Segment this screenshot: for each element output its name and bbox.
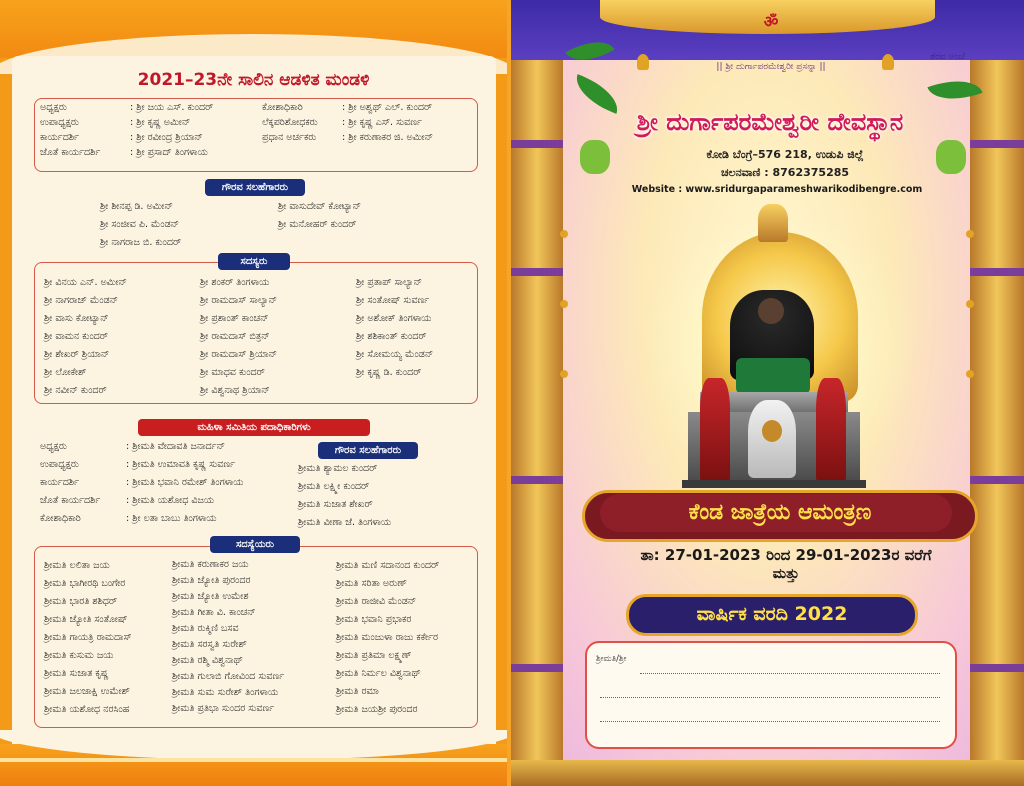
center-idol-face <box>762 420 782 442</box>
guardian-idol-right <box>816 378 846 482</box>
women-member-name: ಶ್ರೀಮತಿ ಭಾಗೀರಥಿ ಬಂಗೇರ <box>44 578 126 589</box>
women-member-name: ಶ್ರೀಮತಿ ರುಕ್ಮಿಣಿ ಬಸವ <box>172 623 239 634</box>
women-member-name: ಶ್ರೀಮತಿ ಸರಿತಾ ಅರುಣ್ <box>336 578 407 589</box>
hanging-lamp-icon <box>560 370 568 378</box>
member-name: ಶ್ರೀ ನಾಗರಾಜ್ ಮೆಂಡನ್ <box>44 295 119 306</box>
officer-row: ಲೆಕ್ಕಪರಿಶೋಧಕರು : ಶ್ರೀ ಕೃಷ್ಣ ಎಸ್. ಸುವರ್ಣ <box>262 117 422 128</box>
advisor-name: ಶ್ರೀ ಸಂಜೀವ ಪಿ. ಮೆಂಡನ್ <box>100 219 180 230</box>
women-advisor-name: ಶ್ರೀಮತಿ ಲಕ್ಷ್ಮೀ ಕುಂದರ್ <box>298 481 370 492</box>
right-pillar <box>970 60 1024 786</box>
women-member-name: ಶ್ರೀಮತಿ ಜ್ಯೋತಿ ಉಮೇಶ <box>172 591 249 602</box>
hanging-lamp-icon <box>966 370 974 378</box>
address-line <box>600 696 940 698</box>
temple-floor-border <box>511 760 1024 786</box>
prasanna-line: || ಶ್ರೀ ದುರ್ಗಾಪರಮೇಶ್ವರೀ ಪ್ರಸನ್ನಾ || <box>716 62 826 72</box>
address-line <box>600 720 940 722</box>
member-name: ಶ್ರೀ ಪ್ರಶಾಂತ್ ಕಾಂಚನ್ <box>200 313 269 324</box>
women-advisor-name: ಶ್ರೀಮತಿ ವೀಣಾ ಜೆ. ತಿಂಗಳಾಯ <box>298 517 392 528</box>
member-name: ಶ್ರೀ ಸಂತೋಷ್ ಸುವರ್ಣ <box>356 295 430 306</box>
member-name: ಶ್ರೀ ರಾಮದಾಸ್ ಬಿತ್ರನ್ <box>200 331 270 342</box>
women-members-col2 <box>172 557 284 717</box>
officer-row: ಅಧ್ಯಕ್ಷರು : ಶ್ರೀ ಜಯ ಎಸ್. ಕುಂದರ್ <box>40 102 214 113</box>
festival-dates: ತಾ: 27-01-2023 ರಿಂದ 29-01-2023ರ ವರೆಗೆ <box>640 546 932 564</box>
committee-title: 2021–23ನೇ ಸಾಲಿನ ಆಡಳಿತ ಮಂಡಳಿ <box>137 70 370 90</box>
officer-row: ಜೊತೆ ಕಾರ್ಯದರ್ಶಿ : ಶ್ರೀ ಪ್ರಸಾದ್ ತಿಂಗಳಾಯ <box>40 147 208 158</box>
member-name: ಶ್ರೀ ಶೇಖರ್ ಶ್ರಿಯಾನ್ <box>44 349 110 360</box>
advisors-col1 <box>100 198 181 252</box>
women-member-name: ಶ್ರೀಮತಿ ಲಲಿತಾ ಜಯ <box>44 560 110 571</box>
women-member-name: ಶ್ರೀಮತಿ ಜಲಜಾಕ್ಷಿ ಉಮೇಶ್ <box>44 686 130 697</box>
women-member-name: ಶ್ರೀಮತಿ ಭಾರತಿ ಶಶಿಧರ್ <box>44 596 118 607</box>
hanging-lamp-icon <box>560 230 568 238</box>
women-advisors-heading: ಗೌರವ ಸಲಹೆಗಾರರು <box>318 442 418 459</box>
women-advisor-name: ಶ್ರೀಮತಿ ಶ್ಯಾಮಲ ಕುಂದರ್ <box>298 463 378 474</box>
member-name: ಶ್ರೀ ಮಾಧವ ಕುಂದರ್ <box>200 367 265 378</box>
temple-address: ಕೋಡಿ ಬೆಂಗ್ರೆ–576 218, ಉಡುಪಿ ಜಿಲ್ಲೆ <box>706 148 864 161</box>
women-member-name: ಶ್ರೀಮತಿ ಜಯಶ್ರೀ ಪುರಂದರ <box>336 704 418 715</box>
banana-bunch-icon <box>936 140 966 174</box>
member-name: ಶ್ರೀ ವಿಶ್ವನಾಥ ಶ್ರಿಯಾನ್ <box>200 385 270 396</box>
women-member-name: ಶ್ರೀಮತಿ ಸುಮ ಸುರೇಶ್ ತಿಂಗಳಾಯ <box>172 687 279 698</box>
officers-right-list <box>262 100 433 145</box>
women-officer-row: ಅಧ್ಯಕ್ಷರು : ಶ್ರೀಮತಿ ವೇದಾವತಿ ಜನಾರ್ದನ್ <box>40 441 225 452</box>
advisor-name: ಶ್ರೀ ಶೀನಪ್ಪ ಡಿ. ಅಮೀನ್ <box>100 201 173 212</box>
women-officer-row: ಕೋಶಾಧಿಕಾರಿ : ಶ್ರೀ ಲತಾ ಬಾಬು ತಿಂಗಳಾಯ <box>40 513 217 524</box>
member-name: ಶ್ರೀ ನವೀನ್ ಕುಂದರ್ <box>44 385 107 396</box>
member-name: ಶ್ರೀ ವಿನಯ ಎನ್. ಅಮೀನ್ <box>44 277 127 288</box>
recipient-address-box <box>585 641 957 749</box>
women-member-name: ಶ್ರೀಮತಿ ರಾಜೀವಿ ಮೆಂಡನ್ <box>336 596 417 607</box>
women-members-heading: ಸದಸ್ಯೆಯರು <box>210 536 300 553</box>
women-member-name: ಶ್ರೀಮತಿ ಪ್ರತಿಮಾ ಲಕ್ಷ್ಮಣ್ <box>336 650 412 661</box>
women-member-name: ಶ್ರೀಮತಿ ನಿರ್ಮಲ ವಿಶ್ವನಾಥ್ <box>336 668 421 679</box>
advisor-name: ಶ್ರೀ ಮನೋಹರ್ ಕುಂದರ್ <box>278 219 357 230</box>
women-members-col1 <box>44 557 132 719</box>
member-name: ಶ್ರೀ ವಾಮನ ಕುಂದರ್ <box>44 331 108 342</box>
members-heading: ಸದಸ್ಯರು <box>218 253 290 270</box>
women-member-name: ಶ್ರೀಮತಿ ರಮಾ <box>336 686 379 697</box>
women-member-name: ಶ್ರೀಮತಿ ಗುಲಾಬಿ ಗೋವಿಂದ ಸುವರ್ಣ <box>172 671 285 682</box>
recipient-label: ಶ್ರೀಮತಿ/ಶ್ರೀ <box>596 654 627 664</box>
members-col1 <box>44 274 127 400</box>
advisors-heading: ಗೌರವ ಸಲಹೆಗಾರರು <box>205 179 305 196</box>
women-member-name: ಶ್ರೀಮತಿ ಗಾಯತ್ರಿ ರಾಮದಾಸ್ <box>44 632 132 643</box>
address-line <box>640 672 940 674</box>
deity-garment <box>736 358 810 394</box>
invitation-title: ಕೆಂಡ ಜಾತ್ರೆಯ ಆಮಂತ್ರಣ <box>688 500 872 525</box>
shrine-floor <box>682 480 866 488</box>
banana-bunch-icon <box>580 140 610 174</box>
left-bottom-gold-line <box>0 758 507 762</box>
members-col3 <box>356 274 433 382</box>
advisor-name: ಶ್ರೀ ವಾಸುದೇವ್ ಕೋಟ್ಯಾನ್ <box>278 201 362 212</box>
conjunction-text: ಮತ್ತು <box>772 566 800 582</box>
hanging-lamp-icon <box>560 300 568 308</box>
women-member-name: ಶ್ರೀಮತಿ ಕರುಣಾಕರ ಜಯ <box>172 559 249 570</box>
temple-website: Website : www.sridurgaparameshwarikodibengre.com <box>631 184 923 195</box>
women-committee-heading: ಮಹಿಳಾ ಸಮಿತಿಯ ಪದಾಧಿಕಾರಿಗಳು <box>138 419 370 436</box>
deity-face <box>758 298 784 324</box>
member-name: ಶ್ರೀ ರಾಮದಾಸ್ ಶ್ರಿಯಾನ್ <box>200 349 277 360</box>
officer-row: ಕೋಶಾಧಿಕಾರಿ : ಶ್ರೀ ಅಶ್ವಥ್ ಎಲ್. ಕುಂದರ್ <box>262 102 433 113</box>
member-name: ಶ್ರೀ ಪ್ರತಾಪ್ ಸಾಲ್ಯಾನ್ <box>356 277 423 288</box>
bell-icon <box>882 54 894 70</box>
women-member-name: ಶ್ರೀಮತಿ ರಶ್ಮಿ ವಿಶ್ವನಾಥ್ <box>172 655 243 666</box>
officer-row: ಪ್ರಧಾನ ಅರ್ಚಕರು : ಶ್ರೀ ಕರುಣಾಕರ ಜಿ. ಅಮೀನ್ <box>262 132 433 143</box>
left-pillar <box>511 60 563 786</box>
women-member-name: ಶ್ರೀಮತಿ ಸುಜಾತ ಕೃಷ್ಣ <box>44 668 109 679</box>
women-officer-row: ಉಪಾಧ್ಯಕ್ಷರು : ಶ್ರೀಮತಿ ಉಮಾವತಿ ಕೃಷ್ಣ ಸುವರ್ಣ <box>40 459 236 470</box>
hanging-lamp-icon <box>966 230 974 238</box>
women-advisor-name: ಶ್ರೀಮತಿ ಸುಜಾತ ಶೇಖರ್ <box>298 499 373 510</box>
women-officers-list <box>40 438 243 528</box>
advisor-name: ಶ್ರೀ ನಾಗರಾಜ ಬಿ. ಕುಂದರ್ <box>100 237 182 248</box>
member-name: ಶ್ರೀ ಶಶಿಕಾಂತ್ ಕುಂದರ್ <box>356 331 427 342</box>
officer-row: ಉಪಾಧ್ಯಕ್ಷರು : ಶ್ರೀ ಕೃಷ್ಣ ಅಮೀನ್ <box>40 117 191 128</box>
temple-phone: ಚಲನವಾಣಿ : 8762375285 <box>720 166 850 179</box>
member-name: ಶ್ರೀ ಶಂಕರ್ ತಿಂಗಳಾಯ <box>200 277 270 288</box>
member-name: ಶ್ರೀ ಕೃಷ್ಣ ಡಿ. ಕುಂದರ್ <box>356 367 422 378</box>
women-member-name: ಶ್ರೀಮತಿ ಕುಸುಮ ಜಯ <box>44 650 114 661</box>
member-name: ಶ್ರೀ ಲೋಕೇಶ್ <box>44 367 87 378</box>
women-member-name: ಶ್ರೀಮತಿ ಗೀತಾ ವಿ. ಕಾಂಚನ್ <box>172 607 256 618</box>
women-member-name: ಶ್ರೀಮತಿ ಯಶೋಧ ನರಸಿಂಹ <box>44 704 130 715</box>
officer-row: ಕಾರ್ಯದರ್ಶಿ : ಶ್ರೀ ರವೀಂದ್ರ ಶ್ರಿಯಾನ್ <box>40 132 203 143</box>
officers-left-list <box>40 100 213 160</box>
annual-report-title: ವಾರ್ಷಿಕ ವರದಿ 2022 <box>696 603 848 625</box>
women-members-col3 <box>336 557 439 719</box>
member-name: ಶ್ರೀ ಅಶೋಕ್ ತಿಂಗಳಾಯ <box>356 313 432 324</box>
member-name: ಶ್ರೀ ರಾಮದಾಸ್ ಸಾಲ್ಯಾನ್ <box>200 295 278 306</box>
members-col2 <box>200 274 277 400</box>
women-member-name: ಶ್ರೀಮತಿ ಸರಸ್ವತಿ ಸುರೇಶ್ <box>172 639 247 650</box>
hanging-lamp-icon <box>966 300 974 308</box>
advisors-col2 <box>278 198 361 234</box>
temple-name: ಶ್ರೀ ದುರ್ಗಾಪರಮೇಶ್ವರೀ ದೇವಸ್ಥಾನ <box>636 108 904 136</box>
deity-crown <box>758 204 788 242</box>
om-symbol-icon: ॐ <box>763 12 779 31</box>
bell-icon <box>637 54 649 70</box>
corner-tag: ತೆರವ ಅಂಚೆ <box>930 52 965 62</box>
member-name: ಶ್ರೀ ಸೋಮಯ್ಯ ಮೆಂಡನ್ <box>356 349 434 360</box>
women-member-name: ಶ್ರೀಮತಿ ಮಣಿ ಸದಾನಂದ ಕುಂದರ್ <box>336 560 440 571</box>
women-member-name: ಶ್ರೀಮತಿ ಮಂಜುಳಾ ರಾಜು ಕರ್ಕೇರ <box>336 632 439 643</box>
guardian-idol-left <box>700 378 730 482</box>
women-officer-row: ಕಾರ್ಯದರ್ಶಿ : ಶ್ರೀಮತಿ ಭವಾನಿ ರಮೇಶ್ ತಿಂಗಳಾಯ <box>40 477 244 488</box>
women-member-name: ಶ್ರೀಮತಿ ಪ್ರತಿಭಾ ಸುಂದರ ಸುವರ್ಣ <box>172 703 275 714</box>
member-name: ಶ್ರೀ ವಾಸು ಕೋಟ್ಯಾನ್ <box>44 313 109 324</box>
women-member-name: ಶ್ರೀಮತಿ ಜ್ಯೋತಿ ಪುರಂದರ <box>172 575 251 586</box>
women-member-name: ಶ್ರೀಮತಿ ಭವಾನಿ ಪ್ರಭಾಕರ <box>336 614 412 625</box>
women-advisors-list <box>298 460 391 532</box>
women-member-name: ಶ್ರೀಮತಿ ಜ್ಯೋತಿ ಸಂತೋಷ್ <box>44 614 128 625</box>
women-officer-row: ಜೊತೆ ಕಾರ್ಯದರ್ಶಿ : ಶ್ರೀಮತಿ ಯಶೋಧ ವಿಜಯ <box>40 495 215 506</box>
